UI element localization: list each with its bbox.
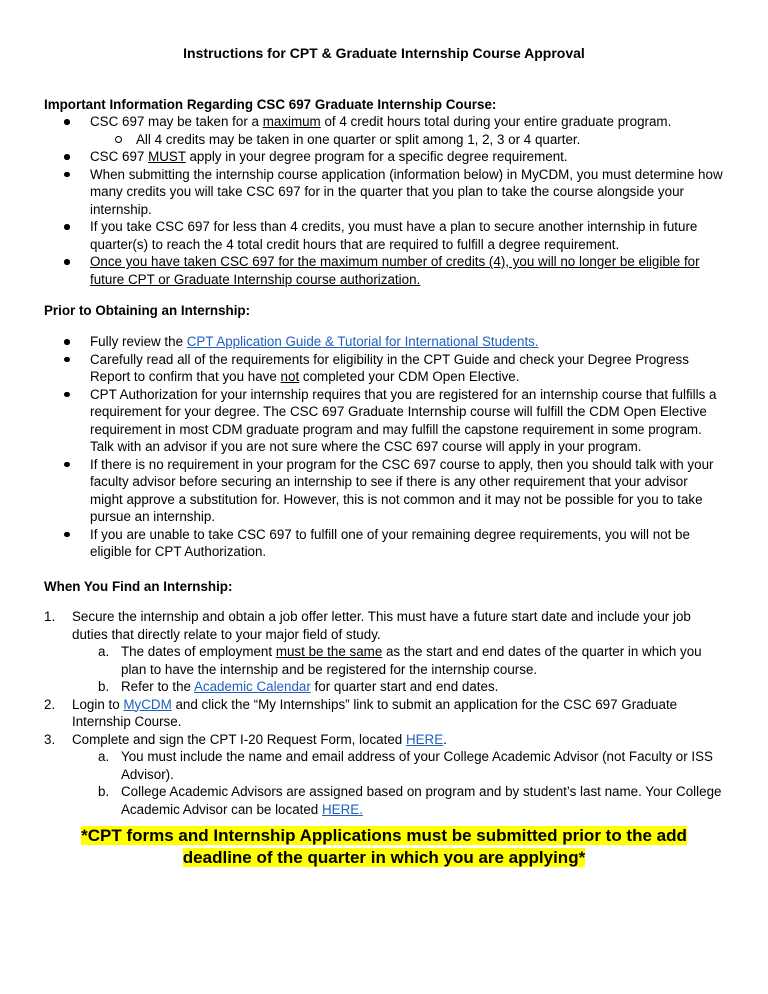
sub-step-item (72, 678, 724, 696)
step-item (44, 696, 724, 731)
sub-step-item (72, 643, 724, 678)
text: The dates of employment (121, 644, 276, 659)
text: apply in your degree program for a specific degree requirement. (185, 149, 568, 164)
list-item (44, 333, 724, 351)
step-item (44, 731, 724, 819)
sub-step-item (72, 748, 724, 783)
underlined-text: Once you have taken CSC 697 for the maximum number of credits (4), you will no longer be eligible for future CPT or Graduate Internship course authorization. (90, 254, 700, 287)
text: Login to (72, 696, 124, 712)
prior-internship-list (44, 333, 724, 561)
text: for quarter start and end dates. (310, 679, 499, 694)
text: Fully review the (90, 334, 187, 349)
list-item: When submitting the internship course application (information below) in MyCDM, you must determine how many credits you will take CSC 697 for in the quarter that you plan to take the course alongside your internship. (44, 166, 724, 219)
text: as the start and end dates of the quarter in which you plan to have the internship and be registered for the internship course. (121, 644, 702, 677)
cpt-guide-link[interactable]: CPT Application Guide & Tutorial for International Students. (186, 334, 539, 349)
section-heading-important-info: Important Information Regarding CSC 697 Graduate Internship Course: (44, 97, 497, 112)
step-number: 1. (44, 609, 56, 624)
list-item: If you are unable to take CSC 697 to fulfill one of your remaining degree requirements, you will not be eligible for CPT Authorization. (44, 526, 724, 561)
deadline-line-1: *CPT forms and Internship Applications must be submitted prior to the add (81, 826, 687, 845)
sub-step-letter: a. (98, 644, 110, 659)
text: Carefully read all of the requirements for eligibility in the CPT Guide and check your Degree Progress Report to confirm that you have (90, 351, 689, 384)
sub-step-letter: b. (98, 784, 110, 799)
deadline-line-2: deadline of the quarter in which you are applying* (182, 848, 586, 867)
sub-steps (72, 748, 724, 818)
text: Complete and sign the CPT I-20 Request Form, located (72, 731, 406, 747)
step-number: 2. (44, 696, 56, 712)
list-item: If there is no requirement in your program for the CSC 697 course to apply, then you should talk with your faculty advisor before securing an internship to see if there is any other requirement that your advisor might approve a substitution for. However, this is not common and it may not be possible for you to take pursue an internship. (44, 456, 724, 526)
text: College Academic Advisors are assigned based on program and by student’s last name. Your College Academic Advisor can be located (121, 784, 722, 817)
list-item (44, 113, 724, 148)
advisor-here-link[interactable]: HERE. (321, 801, 363, 817)
sub-list (90, 131, 724, 149)
list-item (44, 351, 724, 386)
underlined-text: must be the same (275, 644, 383, 659)
list-item: CPT Authorization for your internship requires that you are registered for an internship course that fulfills a requirement for your degree. The CSC 697 Graduate Internship course will fulfill the CDM Open Elective requirement in most CDM graduate program and may fulfill the capstone requirement in some program. Talk with an advisor if you are not sure where the CSC 697 course will apply in your program. (44, 386, 724, 456)
section-heading-prior-to-internship: Prior to Obtaining an Internship: (44, 303, 251, 318)
deadline-notice (0, 825, 768, 869)
underlined-text: maximum (262, 114, 321, 129)
underlined-text: not (280, 369, 300, 384)
mycdm-link[interactable]: MyCDM (123, 696, 172, 712)
find-internship-steps (44, 608, 724, 818)
step-number: 3. (44, 731, 56, 747)
list-item: If you take CSC 697 for less than 4 credits, you must have a plan to secure another internship in future quarter(s) to reach the 4 total credit hours that are required to fulfill a degree requirement. (44, 218, 724, 253)
list-item (44, 148, 724, 166)
list-item (44, 253, 724, 288)
sub-step-letter: b. (98, 679, 110, 694)
text: . (443, 731, 447, 747)
document-title: Instructions for CPT & Graduate Internship Course Approval (183, 45, 585, 61)
sub-step-letter: a. (98, 749, 110, 764)
step-item (44, 608, 724, 696)
text: CSC 697 may be taken for a (90, 114, 263, 129)
sub-step-item (72, 783, 724, 818)
text: You must include the name and email address of your College Academic Advisor (not Faculty or ISS Advisor). (121, 749, 713, 782)
cpt-form-here-link[interactable]: HERE (405, 731, 444, 747)
sub-list-item: All 4 credits may be taken in one quarter or split among 1, 2, 3 or 4 quarter. (90, 131, 724, 149)
text: of 4 credit hours total during your entire graduate program. (320, 114, 672, 129)
underlined-text: MUST (148, 149, 186, 164)
section-heading-find-internship: When You Find an Internship: (44, 579, 233, 594)
important-info-list (44, 113, 724, 288)
text: Refer to the (121, 679, 194, 694)
text: Secure the internship and obtain a job offer letter. This must have a future start date and include your job duties that directly relate to your major field of study. (72, 609, 691, 642)
sub-steps (72, 643, 724, 696)
academic-calendar-link[interactable]: Academic Calendar (193, 679, 311, 694)
text: completed your CDM Open Elective. (299, 369, 520, 384)
text: and click the “My Internships” link to submit an application for the CSC 697 Graduate Internship Course. (72, 696, 678, 729)
text: CSC 697 (90, 149, 149, 164)
